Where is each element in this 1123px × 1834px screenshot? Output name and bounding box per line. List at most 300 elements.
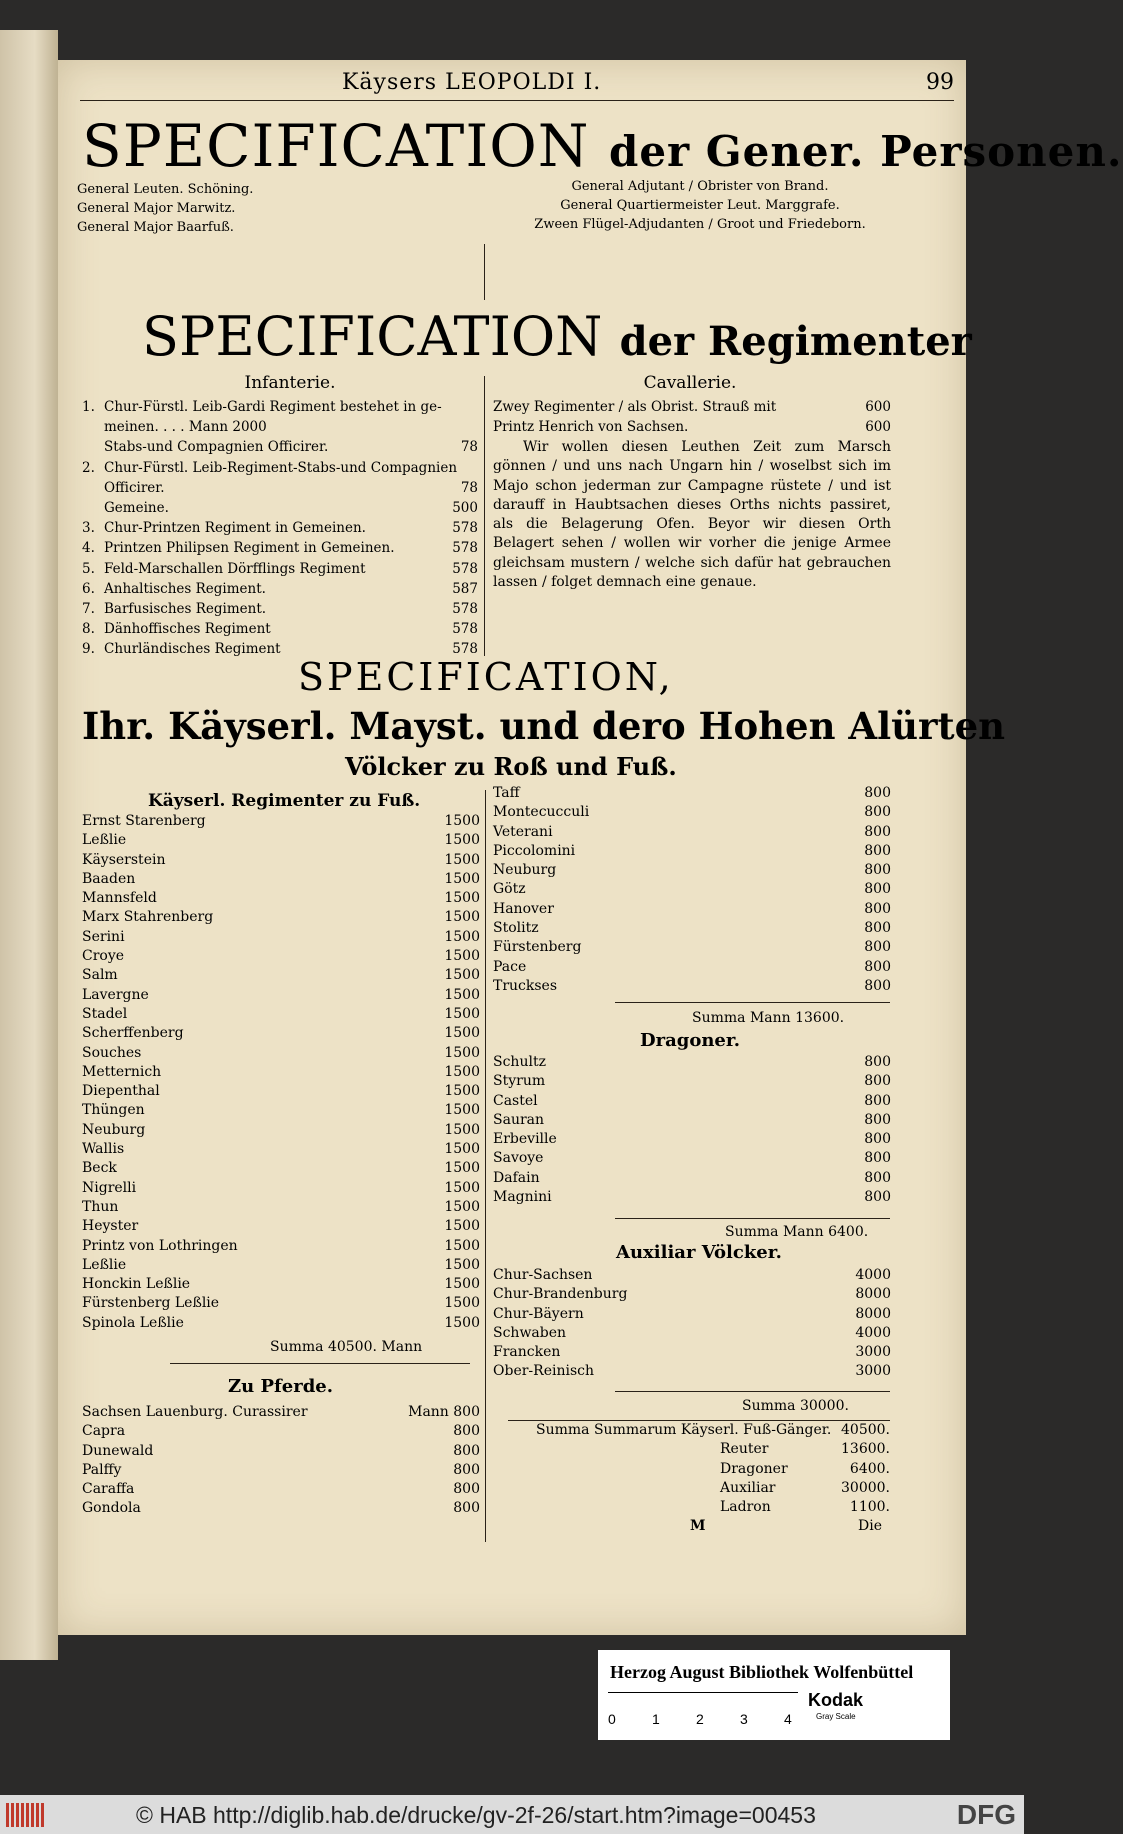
left-page-edge (0, 30, 58, 1660)
fuss-row-value: 1500 (444, 1218, 480, 1235)
reiter-list (493, 785, 891, 997)
fuss-row (82, 1160, 480, 1179)
dragoner-sum: Summa Mann 6400. (725, 1224, 869, 1240)
fuss-sum: Summa 40500. Mann (270, 1339, 423, 1355)
cavallerie-value: 600 (865, 399, 891, 415)
reiter-row-value: 800 (864, 804, 891, 821)
auxiliar-row (493, 1344, 891, 1363)
infanterie-text: Printzen Philipsen Regiment in Gemeinen. (104, 540, 395, 557)
fuss-row-name: Neuburg (82, 1121, 146, 1138)
auxiliar-row (493, 1286, 891, 1305)
column-divider (484, 376, 485, 656)
auxiliar-title: Auxiliar Völcker. (616, 1242, 782, 1263)
infanterie-text: meinen. . . . Mann 2000 (104, 419, 267, 436)
fuss-row-value: 1500 (444, 909, 480, 926)
dragoner-list (493, 1054, 891, 1208)
infanterie-text: Stabs-und Compagnien Officirer. (104, 439, 329, 456)
fuss-row-value: 1500 (444, 870, 480, 887)
fuss-row (82, 967, 480, 986)
infanterie-value: 578 (452, 641, 478, 658)
fuss-row (82, 1025, 480, 1044)
fuss-row-name: Ernst Starenberg (82, 813, 206, 829)
fuss-row (82, 1238, 480, 1257)
reiter-row-name: Montecucculi (493, 804, 590, 821)
pferde-row (82, 1500, 480, 1519)
general-item: General Major Marwitz. (77, 201, 236, 216)
fuss-row-name: Thun (82, 1198, 119, 1215)
infanterie-no: 5. (82, 560, 95, 577)
infanterie-text: Barfusisches Regiment. (104, 601, 267, 617)
dfg-logo: DFG (956, 1799, 1016, 1830)
auxiliar-row (493, 1306, 891, 1325)
general-item: General Adjutant / Obrister von Brand. (571, 179, 829, 194)
fuss-row-value: 1500 (444, 1314, 480, 1331)
fuss-list (82, 813, 480, 1334)
fuss-row-value: 1500 (444, 1121, 480, 1138)
infanterie-row (82, 418, 478, 436)
fuss-row (82, 929, 480, 948)
fuss-row-value: 1500 (444, 1063, 480, 1080)
cavallerie-text: Zwey Regimenter / als Obrist. Strauß mit (493, 399, 777, 415)
summary-row-name: Reuter (720, 1441, 769, 1458)
reiter-row (493, 843, 891, 862)
reiter-row-name: Pace (493, 958, 527, 975)
cavallerie-title: Cavallerie. (643, 373, 737, 393)
fuss-row-value: 1500 (444, 986, 480, 1003)
infanterie-no: 7. (82, 601, 95, 617)
infanterie-text: Chur-Fürstl. Leib-Regiment-Stabs-und Compagnien (104, 459, 458, 476)
column-divider (484, 244, 485, 300)
fuss-row-name: Leßlie (82, 832, 127, 849)
summary-row-value: 30000. (841, 1479, 890, 1496)
heading-sub: der Gener. Personen. (608, 127, 1123, 176)
reiter-row-name: Götz (493, 881, 526, 898)
fuss-row-value: 1500 (444, 1025, 480, 1042)
rule (508, 1420, 890, 1421)
pferde-row-name: Caraffa (82, 1481, 135, 1498)
running-head-title: Käysers LEOPOLDI I. (342, 70, 602, 95)
reiter-row-value: 800 (864, 920, 891, 937)
reiter-row (493, 978, 891, 997)
reiter-row (493, 939, 891, 958)
reiter-row-value: 800 (864, 785, 891, 801)
fuss-row (82, 909, 480, 928)
fuss-row-name: Wallis (82, 1141, 125, 1158)
reiter-row (493, 862, 891, 881)
fuss-row (82, 1276, 480, 1295)
dragoner-row-name: Sauran (493, 1111, 545, 1128)
infanterie-text: Officirer. (104, 479, 165, 496)
fuss-row-name: Serini (82, 928, 125, 945)
cavallerie-value: 600 (865, 419, 891, 435)
fuss-row-name: Marx Stahrenberg (82, 909, 214, 926)
infanterie-row (82, 438, 478, 456)
pferde-row-name: Gondola (82, 1500, 141, 1517)
general-list-right (500, 177, 900, 234)
summary-row (720, 1441, 890, 1460)
infanterie-row (82, 560, 478, 578)
infanterie-row (82, 479, 478, 497)
reiter-row-name: Neuburg (493, 862, 557, 879)
pferde-list (82, 1404, 480, 1520)
summary-row (720, 1461, 890, 1480)
heading-text: SPECIFICATION (82, 112, 590, 180)
auxiliar-row (493, 1363, 891, 1382)
infanterie-no: 3. (82, 520, 95, 537)
fuss-row-value: 1500 (444, 1160, 480, 1177)
infanterie-value: 78 (460, 479, 478, 496)
summary-label: Summa Summarum Käyserl. Fuß-Gänger. (536, 1422, 832, 1438)
fuss-row-value: 1500 (444, 1141, 480, 1158)
cavallerie-text: Printz Henrich von Sachsen. (493, 419, 689, 435)
fuss-row (82, 1295, 480, 1314)
ruler-tick: 1 (652, 1711, 660, 1727)
fuss-row-name: Lavergne (82, 986, 149, 1003)
pferde-row-value: 800 (453, 1481, 480, 1498)
infanterie-no: 4. (82, 540, 95, 557)
dragoner-row-value: 800 (864, 1073, 891, 1090)
auxiliar-row-name: Chur-Sachsen (493, 1267, 593, 1283)
fuss-row-value: 1500 (444, 1102, 480, 1119)
pferde-row (82, 1423, 480, 1442)
pferde-row-name: Sachsen Lauenburg. Curassirer (82, 1404, 308, 1420)
fuss-row-value: 1500 (444, 1083, 480, 1100)
fuss-row-name: Baaden (82, 870, 136, 887)
fuss-row-value: 1500 (444, 1179, 480, 1196)
ruler-tick: 4 (784, 1711, 792, 1727)
auxiliar-row-name: Schwaben (493, 1324, 567, 1341)
ruler-tick: 2 (696, 1711, 704, 1727)
fuss-row-name: Thüngen (82, 1102, 145, 1119)
auxiliar-row-value: 3000 (855, 1363, 891, 1380)
dragoner-row-value: 800 (864, 1111, 891, 1128)
auxiliar-row-name: Francken (493, 1344, 561, 1361)
heading-text: SPECIFICATION (142, 305, 603, 368)
dragoner-row (493, 1189, 891, 1208)
dragoner-row (493, 1073, 891, 1092)
fuss-row-value: 1500 (444, 1276, 480, 1293)
rule (615, 1002, 890, 1003)
heading-sub: der Regimenter (619, 318, 972, 365)
fuss-row (82, 987, 480, 1006)
ruler-tick: 3 (740, 1711, 748, 1727)
heading-alliierten: Ihr. Käyserl. Mayst. und dero Hohen Alürten (82, 704, 1006, 748)
fuss-row (82, 1257, 480, 1276)
infanterie-no: 1. (82, 399, 95, 415)
fuss-row-name: Fürstenberg Leßlie (82, 1295, 220, 1312)
infanterie-value: 578 (452, 621, 478, 638)
dragoner-row-name: Savoye (493, 1150, 544, 1167)
footer-url[interactable]: © HAB http://diglib.hab.de/drucke/gv-2f-26/start.htm?image=00453 (136, 1802, 816, 1828)
rule (615, 1391, 890, 1392)
fuss-row (82, 832, 480, 851)
auxiliar-list (493, 1267, 891, 1383)
dragoner-row-value: 800 (864, 1150, 891, 1167)
fuss-row-value: 1500 (444, 832, 480, 849)
auxiliar-row-name: Chur-Brandenburg (493, 1286, 628, 1303)
auxiliar-row-name: Chur-Bäyern (493, 1305, 584, 1322)
rule (615, 1218, 890, 1219)
reiter-row-value: 800 (864, 823, 891, 840)
fuss-row (82, 1199, 480, 1218)
page-number: 99 (926, 70, 954, 95)
reiter-row-name: Truckses (493, 977, 558, 994)
hab-logo-icon (6, 1803, 46, 1827)
reiter-row-value: 800 (864, 900, 891, 917)
fuss-row (82, 1315, 480, 1334)
infanterie-value: 500 (452, 500, 478, 516)
infanterie-row (82, 519, 478, 537)
general-item: General Quartiermeister Leut. Marggrafe. (560, 198, 840, 213)
fuss-row-value: 1500 (444, 1256, 480, 1273)
stamp-title: Herzog August Bibliothek Wolfenbüttel (610, 1662, 914, 1682)
reiter-row-value: 800 (864, 958, 891, 975)
infanterie-row (82, 459, 478, 477)
infanterie-no: 9. (82, 641, 95, 658)
infanterie-no: 6. (82, 580, 95, 597)
footer-bar (0, 1795, 1024, 1834)
pferde-row-name: Dunewald (82, 1442, 154, 1459)
auxiliar-row-value: 4000 (855, 1267, 891, 1283)
auxiliar-row-name: Ober-Reinisch (493, 1363, 594, 1380)
rule (170, 1363, 470, 1364)
fuss-row-value: 1500 (444, 967, 480, 984)
fuss-row (82, 948, 480, 967)
dragoner-row-name: Schultz (493, 1054, 546, 1070)
heading-specification-regimenter (142, 305, 972, 368)
fuss-row-value: 1500 (444, 813, 480, 829)
pferde-row (82, 1443, 480, 1462)
infanterie-text: Dänhoffisches Regiment (104, 621, 271, 638)
infanterie-text: Churländisches Regiment (104, 641, 281, 658)
fuss-row-name: Heyster (82, 1218, 139, 1235)
infanterie-no: 2. (82, 459, 95, 476)
fuss-row-value: 1500 (444, 1295, 480, 1312)
fuss-row-name: Printz von Lothringen (82, 1237, 238, 1254)
summary-row-name: Auxiliar (720, 1479, 776, 1496)
auxiliar-row-value: 8000 (855, 1286, 891, 1303)
infanterie-row (82, 600, 478, 618)
summary-row-name: Ladron (720, 1499, 771, 1516)
dragoner-row-name: Styrum (493, 1073, 546, 1090)
fuss-row-name: Metternich (82, 1063, 162, 1080)
catchword-left: M (690, 1518, 706, 1534)
fuss-row (82, 890, 480, 909)
reiter-row (493, 824, 891, 843)
auxiliar-row-value: 3000 (855, 1344, 891, 1361)
gray-scale-label: Gray Scale (816, 1712, 856, 1721)
auxiliar-row-value: 8000 (855, 1305, 891, 1322)
narrative-paragraph: Wir wollen diesen Leuthen Zeit zum Marsch gönnen / und uns nach Ungarn hin / woselbst sich im Majo schon jederman zur Campagne rüstete / und ist darauff in Haubtsachen dieses Orths nichts passiret, als die Belagerung Ofen. Beyor wir diesen Orth Belagert sehen / wollen wir vorher die jenige Armee gleichsam mustern / welche sich dafür hat gebrauchen lassen / folget demnach eine genaue. (493, 439, 891, 591)
summary-row (720, 1422, 890, 1441)
infanterie-value: 587 (452, 580, 478, 597)
infanterie-text: Anhaltisches Regiment. (104, 580, 266, 597)
infanterie-text: Feld-Marschallen Dörfflings Regiment (104, 560, 366, 577)
reiter-row-value: 800 (864, 842, 891, 859)
fuss-row (82, 1006, 480, 1025)
dragoner-row-value: 800 (864, 1189, 891, 1206)
fuss-row-value: 1500 (444, 1198, 480, 1215)
infanterie-row (82, 580, 478, 598)
general-list-left (77, 180, 377, 237)
reiter-row (493, 959, 891, 978)
fuss-row-name: Käyserstein (82, 851, 166, 868)
reiter-row-name: Hanover (493, 900, 554, 917)
pferde-row-value: 800 (453, 1461, 480, 1478)
dragoner-row-name: Castel (493, 1092, 538, 1109)
fuss-row-value: 1500 (444, 851, 480, 868)
fuss-row (82, 1064, 480, 1083)
fuss-row-name: Leßlie (82, 1256, 127, 1273)
pferde-row-value: Mann 800 (408, 1404, 480, 1420)
fuss-row (82, 813, 480, 832)
fuss-row (82, 1045, 480, 1064)
fuss-row (82, 1218, 480, 1237)
fuss-row (82, 1180, 480, 1199)
fuss-row (82, 871, 480, 890)
fuss-row-name: Diepenthal (82, 1083, 160, 1100)
infanterie-value: 578 (452, 601, 478, 617)
summary-row (720, 1480, 890, 1499)
dragoner-row (493, 1131, 891, 1150)
summary-row-value: 40500. (841, 1422, 890, 1438)
dragoner-row-value: 800 (864, 1054, 891, 1070)
fuss-row-name: Honckin Leßlie (82, 1276, 191, 1293)
reiter-row-value: 800 (864, 939, 891, 956)
fuss-row-name: Salm (82, 967, 118, 984)
fuss-row-value: 1500 (444, 890, 480, 907)
fuss-row-value: 1500 (444, 928, 480, 945)
summary-row-name: Dragoner (720, 1460, 788, 1477)
reiter-row (493, 901, 891, 920)
pferde-row-value: 800 (453, 1500, 480, 1517)
reiter-row-name: Stolitz (493, 920, 539, 937)
reiter-sum: Summa Mann 13600. (692, 1010, 845, 1026)
pferde-row-name: Palffy (82, 1461, 122, 1478)
fuss-row-name: Spinola Leßlie (82, 1314, 184, 1331)
heading-specification-voelcker: SPECIFICATION, (298, 655, 674, 699)
pferde-row-value: 800 (453, 1423, 480, 1440)
dragoner-row (493, 1150, 891, 1169)
dragoner-row (493, 1093, 891, 1112)
dragoner-title: Dragoner. (640, 1030, 740, 1051)
fuss-row-name: Mannsfeld (82, 890, 157, 907)
infanterie-text: Chur-Printzen Regiment in Gemeinen. (104, 520, 366, 537)
running-head (80, 68, 954, 101)
fuss-row (82, 1122, 480, 1141)
infanterie-row (82, 398, 478, 416)
summary-list (720, 1422, 890, 1518)
infanterie-value: 578 (452, 560, 478, 577)
infanterie-value: 78 (460, 439, 478, 456)
reiter-row-name: Veterani (493, 823, 553, 840)
fuss-row-value: 1500 (444, 1044, 480, 1061)
fuss-row (82, 852, 480, 871)
general-item: Zween Flügel-Adjudanten / Groot und Friedeborn. (534, 217, 866, 232)
infanterie-no: 8. (82, 621, 95, 638)
fuss-row-name: Beck (82, 1160, 117, 1177)
reiter-row-value: 800 (864, 862, 891, 879)
fuss-row-name: Scherffenberg (82, 1025, 184, 1042)
infanterie-text: Gemeine. (104, 500, 169, 516)
fuss-row-value: 1500 (444, 1237, 480, 1254)
cavallerie-row (493, 418, 891, 436)
reiter-row-name: Fürstenberg (493, 939, 582, 956)
pferde-title: Zu Pferde. (228, 1376, 334, 1397)
auxiliar-row (493, 1267, 891, 1286)
reiter-row (493, 881, 891, 900)
auxiliar-sum: Summa 30000. (742, 1398, 849, 1414)
pferde-row-name: Capra (82, 1423, 126, 1440)
infanterie-title: Infanterie. (244, 373, 336, 393)
fuss-row-value: 1500 (444, 1005, 480, 1022)
dragoner-row-name: Dafain (493, 1169, 540, 1186)
fuss-row-name: Stadel (82, 1005, 128, 1022)
pferde-row (82, 1462, 480, 1481)
fuss-row-name: Croye (82, 948, 125, 965)
reiter-row (493, 785, 891, 804)
fuss-row (82, 1102, 480, 1121)
summary-row (720, 1499, 890, 1518)
reiter-row-value: 800 (864, 881, 891, 898)
general-item: General Leuten. Schöning. (77, 182, 254, 197)
dragoner-row-name: Erbeville (493, 1131, 557, 1148)
dragoner-row (493, 1112, 891, 1131)
pferde-row (82, 1481, 480, 1500)
dragoner-row-value: 800 (864, 1131, 891, 1148)
dragoner-row-value: 800 (864, 1092, 891, 1109)
infanterie-row (82, 499, 478, 517)
summary-row-value: 6400. (849, 1460, 890, 1477)
infanterie-row (82, 620, 478, 638)
library-stamp (598, 1650, 950, 1740)
general-item: General Major Baarfuß. (77, 220, 234, 235)
summary-row-value: 1100. (849, 1499, 890, 1516)
kodak-brand: Kodak (808, 1690, 864, 1710)
dragoner-row-value: 800 (864, 1169, 891, 1186)
infanterie-text: Chur-Fürstl. Leib-Gardi Regiment bestehet in ge- (104, 399, 442, 415)
pferde-row-value: 800 (453, 1442, 480, 1459)
stamp-ruler (608, 1692, 798, 1729)
pferde-row (82, 1404, 480, 1423)
heading-roß-fuß: Völcker zu Roß und Fuß. (345, 752, 677, 781)
cavallerie-row (493, 398, 891, 416)
fuss-row-name: Nigrelli (82, 1179, 137, 1196)
fuss-row (82, 1083, 480, 1102)
reiter-row-name: Piccolomini (493, 842, 576, 859)
column-divider (485, 790, 486, 1542)
fuss-row-name: Souches (82, 1044, 142, 1061)
dragoner-row (493, 1170, 891, 1189)
dragoner-row-name: Magnini (493, 1189, 552, 1206)
auxiliar-row (493, 1325, 891, 1344)
infanterie-row (82, 539, 478, 557)
auxiliar-row-value: 4000 (855, 1324, 891, 1341)
fuss-row-value: 1500 (444, 948, 480, 965)
infanterie-value: 578 (452, 520, 478, 537)
ruler-tick: 0 (608, 1711, 616, 1727)
reiter-row-value: 800 (864, 977, 891, 994)
fuss-row (82, 1141, 480, 1160)
reiter-row (493, 804, 891, 823)
infanterie-value: 578 (452, 540, 478, 557)
reiter-row (493, 920, 891, 939)
reiter-row-name: Taff (493, 785, 520, 801)
heading-specification-personen (82, 112, 1123, 180)
fuss-title: Käyserl. Regimenter zu Fuß. (148, 791, 421, 811)
catchword: Die (858, 1518, 882, 1534)
dragoner-row (493, 1054, 891, 1073)
